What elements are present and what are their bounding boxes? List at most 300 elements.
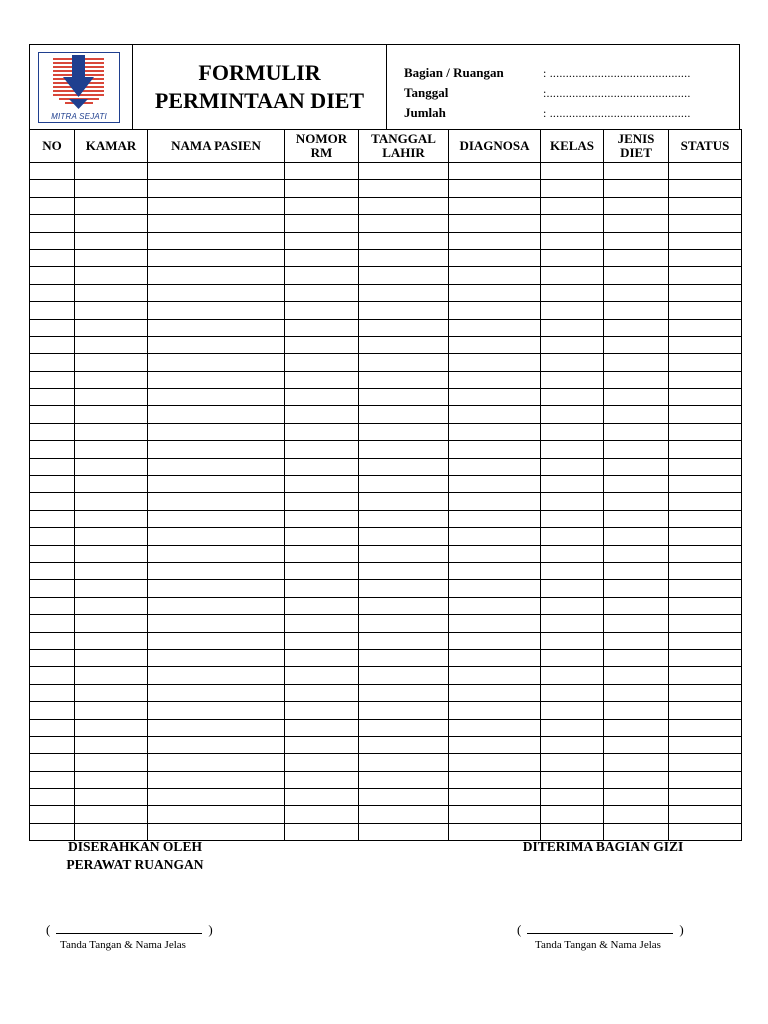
table-cell[interactable]: [30, 562, 75, 579]
table-cell[interactable]: [541, 684, 604, 701]
table-cell[interactable]: [449, 702, 541, 719]
table-cell[interactable]: [669, 545, 742, 562]
table-cell[interactable]: [285, 528, 359, 545]
table-cell[interactable]: [75, 197, 148, 214]
table-cell[interactable]: [285, 267, 359, 284]
table-cell[interactable]: [449, 615, 541, 632]
table-cell[interactable]: [30, 580, 75, 597]
table-cell[interactable]: [30, 510, 75, 527]
table-cell[interactable]: [669, 284, 742, 301]
table-cell[interactable]: [148, 197, 285, 214]
table-cell[interactable]: [75, 754, 148, 771]
table-cell[interactable]: [285, 806, 359, 823]
table-cell[interactable]: [285, 249, 359, 266]
table-cell[interactable]: [148, 232, 285, 249]
table-cell[interactable]: [669, 754, 742, 771]
table-cell[interactable]: [449, 354, 541, 371]
table-cell[interactable]: [30, 667, 75, 684]
table-cell[interactable]: [541, 406, 604, 423]
table-cell[interactable]: [604, 371, 669, 388]
table-cell[interactable]: [449, 215, 541, 232]
table-cell[interactable]: [75, 580, 148, 597]
table-cell[interactable]: [30, 736, 75, 753]
table-cell[interactable]: [449, 180, 541, 197]
table-cell[interactable]: [541, 754, 604, 771]
table-cell[interactable]: [75, 249, 148, 266]
table-cell[interactable]: [148, 632, 285, 649]
table-cell[interactable]: [148, 545, 285, 562]
table-cell[interactable]: [669, 580, 742, 597]
table-cell[interactable]: [359, 615, 449, 632]
table-cell[interactable]: [148, 249, 285, 266]
table-cell[interactable]: [449, 789, 541, 806]
table-cell[interactable]: [541, 649, 604, 666]
table-cell[interactable]: [541, 562, 604, 579]
table-cell[interactable]: [75, 371, 148, 388]
table-cell[interactable]: [359, 215, 449, 232]
table-cell[interactable]: [669, 510, 742, 527]
table-cell[interactable]: [669, 649, 742, 666]
table-cell[interactable]: [449, 319, 541, 336]
table-cell[interactable]: [604, 736, 669, 753]
table-cell[interactable]: [669, 163, 742, 180]
table-cell[interactable]: [604, 302, 669, 319]
table-cell[interactable]: [359, 163, 449, 180]
table-cell[interactable]: [604, 510, 669, 527]
table-cell[interactable]: [75, 336, 148, 353]
table-cell[interactable]: [449, 232, 541, 249]
table-cell[interactable]: [75, 180, 148, 197]
table-cell[interactable]: [148, 771, 285, 788]
table-cell[interactable]: [75, 476, 148, 493]
table-cell[interactable]: [148, 702, 285, 719]
table-cell[interactable]: [449, 562, 541, 579]
table-cell[interactable]: [30, 197, 75, 214]
table-cell[interactable]: [30, 789, 75, 806]
table-cell[interactable]: [669, 736, 742, 753]
table-cell[interactable]: [30, 302, 75, 319]
table-cell[interactable]: [449, 510, 541, 527]
table-cell[interactable]: [359, 319, 449, 336]
table-cell[interactable]: [359, 267, 449, 284]
table-cell[interactable]: [285, 545, 359, 562]
table-cell[interactable]: [75, 562, 148, 579]
table-cell[interactable]: [604, 215, 669, 232]
table-cell[interactable]: [148, 597, 285, 614]
table-cell[interactable]: [359, 336, 449, 353]
table-cell[interactable]: [359, 284, 449, 301]
table-cell[interactable]: [285, 684, 359, 701]
table-cell[interactable]: [285, 284, 359, 301]
table-cell[interactable]: [30, 249, 75, 266]
table-cell[interactable]: [75, 284, 148, 301]
table-cell[interactable]: [604, 406, 669, 423]
table-cell[interactable]: [604, 562, 669, 579]
table-cell[interactable]: [449, 423, 541, 440]
table-cell[interactable]: [669, 476, 742, 493]
table-cell[interactable]: [285, 754, 359, 771]
table-cell[interactable]: [30, 336, 75, 353]
table-cell[interactable]: [359, 754, 449, 771]
table-cell[interactable]: [449, 632, 541, 649]
table-cell[interactable]: [75, 597, 148, 614]
table-cell[interactable]: [30, 354, 75, 371]
table-cell[interactable]: [359, 232, 449, 249]
table-cell[interactable]: [359, 197, 449, 214]
table-cell[interactable]: [285, 163, 359, 180]
table-cell[interactable]: [449, 267, 541, 284]
table-cell[interactable]: [541, 719, 604, 736]
table-cell[interactable]: [359, 736, 449, 753]
table-cell[interactable]: [669, 789, 742, 806]
table-cell[interactable]: [75, 702, 148, 719]
table-cell[interactable]: [359, 493, 449, 510]
table-cell[interactable]: [359, 667, 449, 684]
table-cell[interactable]: [541, 336, 604, 353]
table-cell[interactable]: [285, 336, 359, 353]
table-cell[interactable]: [30, 493, 75, 510]
table-cell[interactable]: [669, 562, 742, 579]
table-cell[interactable]: [75, 771, 148, 788]
table-cell[interactable]: [604, 615, 669, 632]
table-cell[interactable]: [359, 476, 449, 493]
table-cell[interactable]: [30, 719, 75, 736]
table-cell[interactable]: [30, 441, 75, 458]
table-cell[interactable]: [75, 232, 148, 249]
table-cell[interactable]: [541, 284, 604, 301]
table-cell[interactable]: [75, 267, 148, 284]
table-cell[interactable]: [359, 597, 449, 614]
table-cell[interactable]: [604, 232, 669, 249]
tanggal-field[interactable]: :.............................................: [543, 85, 691, 100]
table-cell[interactable]: [30, 702, 75, 719]
table-cell[interactable]: [669, 389, 742, 406]
table-cell[interactable]: [669, 684, 742, 701]
table-cell[interactable]: [75, 510, 148, 527]
table-cell[interactable]: [148, 267, 285, 284]
table-cell[interactable]: [148, 510, 285, 527]
table-cell[interactable]: [541, 371, 604, 388]
table-cell[interactable]: [148, 163, 285, 180]
table-cell[interactable]: [604, 580, 669, 597]
table-cell[interactable]: [75, 545, 148, 562]
table-cell[interactable]: [148, 493, 285, 510]
table-cell[interactable]: [285, 719, 359, 736]
table-cell[interactable]: [285, 180, 359, 197]
table-cell[interactable]: [75, 493, 148, 510]
table-cell[interactable]: [75, 406, 148, 423]
table-cell[interactable]: [359, 389, 449, 406]
table-cell[interactable]: [75, 736, 148, 753]
table-cell[interactable]: [30, 163, 75, 180]
table-cell[interactable]: [75, 423, 148, 440]
table-cell[interactable]: [604, 493, 669, 510]
table-cell[interactable]: [148, 406, 285, 423]
table-cell[interactable]: [285, 736, 359, 753]
table-cell[interactable]: [541, 249, 604, 266]
table-cell[interactable]: [449, 649, 541, 666]
table-cell[interactable]: [30, 684, 75, 701]
table-cell[interactable]: [449, 719, 541, 736]
table-cell[interactable]: [30, 267, 75, 284]
table-cell[interactable]: [449, 493, 541, 510]
table-cell[interactable]: [30, 597, 75, 614]
table-cell[interactable]: [449, 284, 541, 301]
table-cell[interactable]: [669, 719, 742, 736]
table-cell[interactable]: [604, 719, 669, 736]
table-cell[interactable]: [541, 423, 604, 440]
table-cell[interactable]: [359, 458, 449, 475]
table-cell[interactable]: [148, 180, 285, 197]
table-cell[interactable]: [75, 632, 148, 649]
table-cell[interactable]: [541, 667, 604, 684]
table-cell[interactable]: [541, 476, 604, 493]
table-cell[interactable]: [449, 771, 541, 788]
table-cell[interactable]: [285, 702, 359, 719]
table-cell[interactable]: [359, 771, 449, 788]
table-cell[interactable]: [285, 476, 359, 493]
table-cell[interactable]: [30, 754, 75, 771]
table-cell[interactable]: [285, 389, 359, 406]
table-cell[interactable]: [148, 684, 285, 701]
table-cell[interactable]: [30, 632, 75, 649]
table-cell[interactable]: [30, 319, 75, 336]
table-cell[interactable]: [285, 354, 359, 371]
jumlah-field[interactable]: : ............................................: [543, 105, 691, 120]
table-cell[interactable]: [285, 597, 359, 614]
table-cell[interactable]: [541, 180, 604, 197]
table-cell[interactable]: [285, 562, 359, 579]
table-cell[interactable]: [604, 354, 669, 371]
table-cell[interactable]: [669, 406, 742, 423]
table-cell[interactable]: [359, 806, 449, 823]
table-cell[interactable]: [541, 441, 604, 458]
table-cell[interactable]: [148, 389, 285, 406]
table-cell[interactable]: [541, 493, 604, 510]
table-cell[interactable]: [669, 493, 742, 510]
bagian-ruangan-field[interactable]: : ............................................: [543, 65, 691, 80]
table-cell[interactable]: [604, 180, 669, 197]
table-cell[interactable]: [541, 458, 604, 475]
table-cell[interactable]: [604, 702, 669, 719]
table-cell[interactable]: [449, 249, 541, 266]
table-cell[interactable]: [541, 510, 604, 527]
table-cell[interactable]: [604, 249, 669, 266]
table-cell[interactable]: [148, 736, 285, 753]
table-cell[interactable]: [541, 545, 604, 562]
table-cell[interactable]: [541, 197, 604, 214]
table-cell[interactable]: [669, 702, 742, 719]
table-cell[interactable]: [75, 719, 148, 736]
table-cell[interactable]: [285, 510, 359, 527]
table-cell[interactable]: [148, 423, 285, 440]
table-cell[interactable]: [285, 789, 359, 806]
table-cell[interactable]: [541, 163, 604, 180]
table-cell[interactable]: [604, 389, 669, 406]
table-cell[interactable]: [541, 702, 604, 719]
table-cell[interactable]: [541, 354, 604, 371]
table-cell[interactable]: [541, 302, 604, 319]
table-cell[interactable]: [359, 632, 449, 649]
table-cell[interactable]: [669, 336, 742, 353]
table-cell[interactable]: [669, 423, 742, 440]
table-cell[interactable]: [449, 197, 541, 214]
table-cell[interactable]: [148, 562, 285, 579]
table-cell[interactable]: [75, 458, 148, 475]
table-cell[interactable]: [30, 806, 75, 823]
table-cell[interactable]: [604, 458, 669, 475]
table-cell[interactable]: [359, 302, 449, 319]
table-cell[interactable]: [669, 197, 742, 214]
table-cell[interactable]: [75, 684, 148, 701]
table-cell[interactable]: [285, 580, 359, 597]
table-cell[interactable]: [30, 406, 75, 423]
table-cell[interactable]: [669, 528, 742, 545]
table-cell[interactable]: [359, 719, 449, 736]
table-cell[interactable]: [75, 354, 148, 371]
table-cell[interactable]: [604, 284, 669, 301]
table-cell[interactable]: [604, 545, 669, 562]
table-cell[interactable]: [541, 771, 604, 788]
table-cell[interactable]: [285, 406, 359, 423]
table-cell[interactable]: [75, 667, 148, 684]
table-cell[interactable]: [449, 667, 541, 684]
table-cell[interactable]: [669, 806, 742, 823]
table-cell[interactable]: [75, 302, 148, 319]
table-cell[interactable]: [541, 736, 604, 753]
table-cell[interactable]: [604, 754, 669, 771]
table-cell[interactable]: [148, 441, 285, 458]
table-cell[interactable]: [449, 476, 541, 493]
table-cell[interactable]: [449, 580, 541, 597]
table-cell[interactable]: [541, 789, 604, 806]
table-cell[interactable]: [541, 389, 604, 406]
table-cell[interactable]: [669, 319, 742, 336]
table-cell[interactable]: [148, 458, 285, 475]
table-cell[interactable]: [669, 441, 742, 458]
table-cell[interactable]: [541, 806, 604, 823]
table-cell[interactable]: [604, 667, 669, 684]
left-signature-line[interactable]: ( ): [46, 922, 213, 937]
table-cell[interactable]: [359, 545, 449, 562]
table-cell[interactable]: [75, 215, 148, 232]
table-cell[interactable]: [30, 284, 75, 301]
table-cell[interactable]: [669, 771, 742, 788]
table-cell[interactable]: [449, 441, 541, 458]
table-cell[interactable]: [604, 684, 669, 701]
table-cell[interactable]: [285, 441, 359, 458]
table-cell[interactable]: [75, 441, 148, 458]
table-cell[interactable]: [148, 754, 285, 771]
table-cell[interactable]: [30, 771, 75, 788]
table-cell[interactable]: [75, 615, 148, 632]
table-cell[interactable]: [75, 789, 148, 806]
table-cell[interactable]: [359, 441, 449, 458]
table-cell[interactable]: [604, 336, 669, 353]
table-cell[interactable]: [604, 528, 669, 545]
table-cell[interactable]: [359, 180, 449, 197]
table-cell[interactable]: [669, 215, 742, 232]
table-cell[interactable]: [604, 163, 669, 180]
table-cell[interactable]: [359, 823, 449, 840]
table-cell[interactable]: [285, 423, 359, 440]
table-cell[interactable]: [285, 232, 359, 249]
table-cell[interactable]: [541, 215, 604, 232]
table-cell[interactable]: [604, 197, 669, 214]
table-cell[interactable]: [541, 267, 604, 284]
table-cell[interactable]: [148, 215, 285, 232]
table-cell[interactable]: [669, 615, 742, 632]
table-cell[interactable]: [285, 667, 359, 684]
table-cell[interactable]: [30, 528, 75, 545]
table-cell[interactable]: [359, 249, 449, 266]
table-cell[interactable]: [669, 371, 742, 388]
table-cell[interactable]: [285, 215, 359, 232]
table-cell[interactable]: [75, 806, 148, 823]
table-cell[interactable]: [541, 632, 604, 649]
table-cell[interactable]: [449, 458, 541, 475]
table-cell[interactable]: [669, 302, 742, 319]
table-cell[interactable]: [30, 389, 75, 406]
table-cell[interactable]: [449, 597, 541, 614]
table-cell[interactable]: [541, 597, 604, 614]
table-cell[interactable]: [148, 302, 285, 319]
table-cell[interactable]: [449, 336, 541, 353]
table-cell[interactable]: [285, 371, 359, 388]
table-cell[interactable]: [285, 615, 359, 632]
table-cell[interactable]: [75, 528, 148, 545]
table-cell[interactable]: [604, 806, 669, 823]
table-cell[interactable]: [285, 458, 359, 475]
table-cell[interactable]: [359, 562, 449, 579]
table-cell[interactable]: [359, 528, 449, 545]
table-cell[interactable]: [604, 771, 669, 788]
table-cell[interactable]: [285, 493, 359, 510]
table-cell[interactable]: [449, 736, 541, 753]
table-cell[interactable]: [30, 180, 75, 197]
table-cell[interactable]: [449, 806, 541, 823]
table-cell[interactable]: [449, 302, 541, 319]
table-cell[interactable]: [148, 580, 285, 597]
right-signature-line[interactable]: ( ): [517, 922, 684, 937]
table-cell[interactable]: [669, 632, 742, 649]
table-cell[interactable]: [449, 371, 541, 388]
table-cell[interactable]: [669, 354, 742, 371]
table-cell[interactable]: [449, 684, 541, 701]
table-cell[interactable]: [359, 580, 449, 597]
table-cell[interactable]: [359, 684, 449, 701]
table-cell[interactable]: [604, 597, 669, 614]
table-cell[interactable]: [669, 597, 742, 614]
table-cell[interactable]: [449, 545, 541, 562]
table-cell[interactable]: [75, 649, 148, 666]
table-cell[interactable]: [449, 754, 541, 771]
table-cell[interactable]: [359, 354, 449, 371]
table-cell[interactable]: [359, 423, 449, 440]
table-cell[interactable]: [30, 649, 75, 666]
table-cell[interactable]: [148, 354, 285, 371]
table-cell[interactable]: [30, 545, 75, 562]
table-cell[interactable]: [30, 476, 75, 493]
table-cell[interactable]: [148, 476, 285, 493]
table-cell[interactable]: [541, 528, 604, 545]
table-cell[interactable]: [669, 249, 742, 266]
table-cell[interactable]: [359, 702, 449, 719]
table-cell[interactable]: [285, 197, 359, 214]
table-cell[interactable]: [449, 389, 541, 406]
table-cell[interactable]: [604, 267, 669, 284]
table-cell[interactable]: [604, 789, 669, 806]
